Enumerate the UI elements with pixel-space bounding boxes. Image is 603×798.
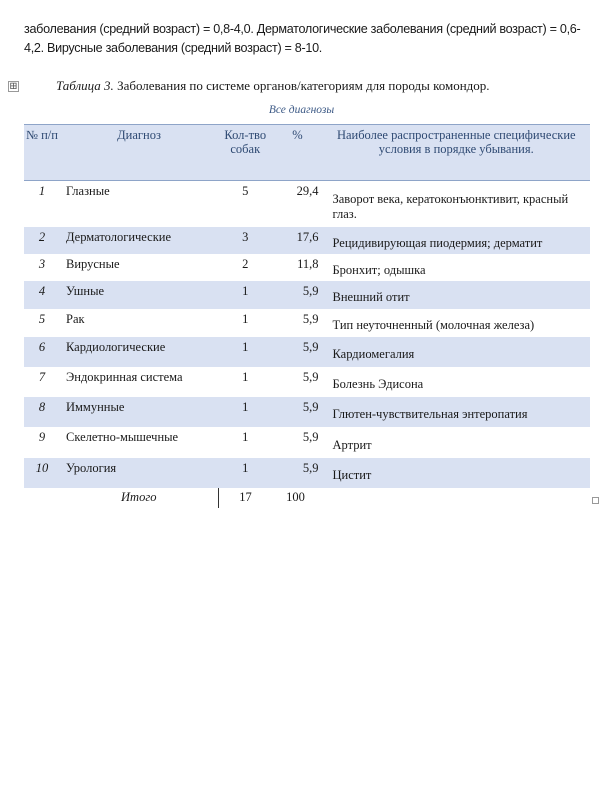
row-conditions: Цистит (332, 468, 372, 482)
row-count: 1 (242, 399, 249, 414)
row-percent: 5,9 (302, 429, 319, 444)
row-num: 5 (38, 311, 46, 326)
row-num: 6 (38, 339, 46, 354)
table-row (24, 458, 590, 488)
row-conditions: Болезнь Эдисона (332, 377, 424, 391)
row-diagnosis: Вирусные (66, 256, 120, 271)
row-conditions: Кардиомегалия (332, 347, 415, 361)
table-move-handle-icon[interactable]: ⊞ (9, 81, 18, 92)
row-count: 1 (242, 429, 249, 444)
row-count: 3 (242, 229, 249, 244)
table-row (24, 281, 590, 309)
row-percent: 5,9 (302, 369, 319, 384)
row-diagnosis: Урология (66, 460, 117, 475)
table-row (24, 397, 590, 427)
table-row (24, 427, 590, 458)
table-caption (56, 78, 576, 94)
header-num: № п/п (24, 125, 60, 181)
row-count: 2 (242, 256, 249, 271)
intro-paragraph: заболевания (средний возраст) = 0,8-4,0. Дерматологические заболевания (средний возраст) = 0,6-4,2. Вирусные заболевания (средний возраст) = 8-10. (24, 22, 581, 55)
row-conditions: Тип неуточненный (молочная железа) (332, 318, 535, 332)
table-subcaption: Все диагнозы (268, 104, 335, 116)
header-diagnosis: Диагноз (60, 125, 218, 181)
total-count: 17 (239, 489, 252, 504)
row-num: 9 (38, 429, 46, 444)
table-end-mark-icon (592, 497, 599, 504)
row-num: 4 (38, 283, 46, 298)
row-num: 1 (38, 184, 46, 198)
row-conditions: Глютен-чувствительная энтеропатия (332, 407, 528, 421)
row-diagnosis: Дерматологические (66, 229, 172, 244)
row-percent: 11,8 (297, 256, 319, 271)
row-num: 10 (35, 460, 49, 475)
row-conditions: Рецидивирующая пиодермия; дерматит (332, 235, 543, 250)
table-caption-text: Заболевания по системе органов/категориям для породы комондор. (113, 78, 490, 93)
row-num: 2 (38, 229, 46, 244)
row-num: 8 (38, 399, 46, 414)
row-diagnosis: Иммунные (66, 399, 125, 414)
row-count: 1 (242, 283, 249, 298)
table-total-row (24, 488, 590, 508)
row-count: 1 (242, 339, 249, 354)
total-label: Итого (60, 488, 218, 508)
table-row (24, 337, 590, 367)
row-percent: 5,9 (302, 339, 319, 354)
row-conditions: Внешний отит (332, 290, 410, 304)
row-percent: 5,9 (302, 311, 319, 326)
diagnosis-table (24, 124, 590, 508)
table-row (24, 367, 590, 397)
header-count: Кол-тво собак (218, 125, 273, 181)
row-percent: 5,9 (302, 460, 319, 475)
row-percent: 5,9 (302, 399, 319, 414)
row-diagnosis: Глазные (66, 184, 110, 198)
row-num: 3 (38, 256, 46, 271)
row-count: 5 (242, 184, 249, 198)
row-conditions: Артрит (332, 437, 372, 452)
row-count: 1 (242, 369, 249, 384)
row-percent: 29,4 (296, 184, 319, 198)
row-conditions: Заворот века, кератоконъюнктивит, красный глаз. (332, 191, 569, 221)
row-num: 7 (38, 369, 46, 384)
header-conditions: Наиболее распространенные специфические условия в порядке убывания. (323, 125, 591, 181)
total-percent: 100 (286, 489, 305, 504)
table-caption-label: Таблица 3. (56, 78, 114, 93)
table-row (24, 227, 590, 254)
row-diagnosis: Рак (66, 311, 85, 326)
header-percent: % (273, 125, 323, 181)
table-header-row (24, 125, 590, 181)
row-percent: 17,6 (296, 229, 319, 244)
table-row (24, 309, 590, 337)
row-diagnosis: Кардиологические (66, 339, 166, 354)
row-diagnosis: Эндокринная система (66, 369, 183, 384)
table-row (24, 181, 590, 227)
row-diagnosis: Ушные (66, 283, 105, 298)
row-percent: 5,9 (302, 283, 319, 298)
row-diagnosis: Скелетно-мышечные (66, 429, 179, 444)
table-row (24, 254, 590, 281)
row-count: 1 (242, 311, 249, 326)
row-count: 1 (242, 460, 249, 475)
row-conditions: Бронхит; одышка (332, 262, 426, 277)
